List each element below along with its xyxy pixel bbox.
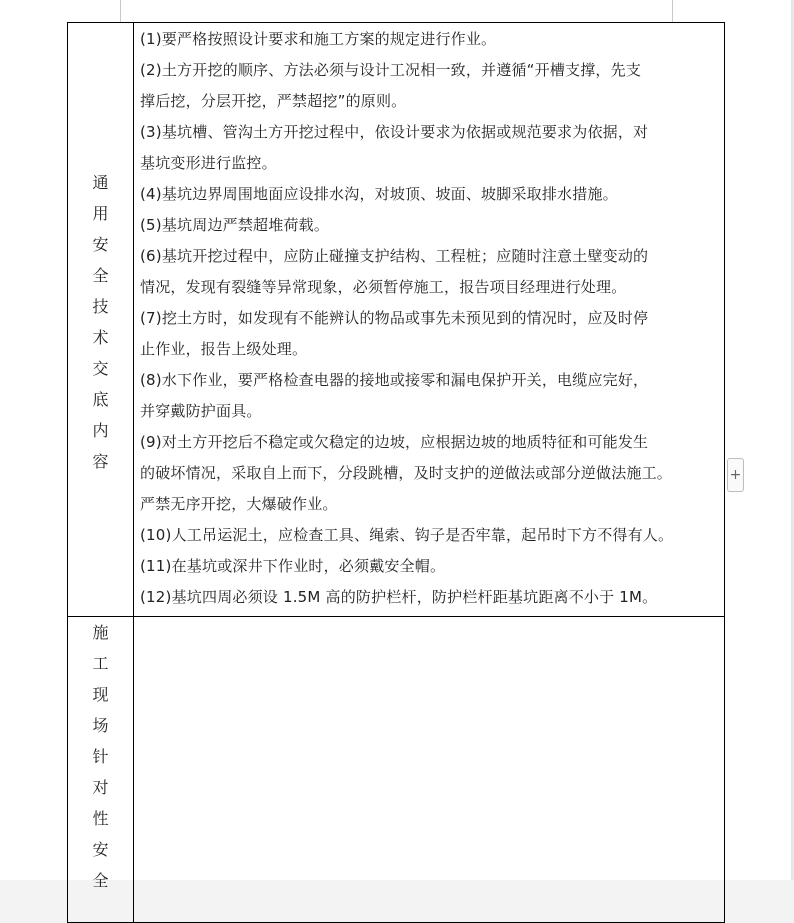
content-line: (5)基坑周边严禁超堆荷载。 [140, 216, 330, 234]
content-line: (7)挖土方时，如发现有不能辨认的物品或事先未预见到的情况时，应及时停 [140, 309, 649, 327]
content-line: 撑后挖，分层开挖，严禁超挖”的原则。 [140, 92, 407, 110]
content-line: (11)在基坑或深井下作业时，必须戴安全帽。 [140, 557, 446, 575]
label-char: 对 [92, 778, 109, 797]
table-row-site-specific [68, 617, 725, 923]
content-line: (4)基坑边界周围地面应设排水沟，对坡顶、坡面、坡脚采取排水措施。 [140, 185, 618, 203]
content-line: 基坑变形进行监控。 [140, 154, 277, 172]
label-char: 底 [92, 390, 109, 409]
label-char: 交 [92, 359, 109, 378]
page-margin-marker-right [672, 0, 673, 22]
label-char: 现 [92, 685, 109, 704]
content-line: (6)基坑开挖过程中，应防止碰撞支护结构、工程桩；应随时注意土壁变动的 [140, 247, 649, 265]
content-line: (10)人工吊运泥土，应检查工具、绳索、钩子是否牢靠，起吊时下方不得有人。 [140, 526, 674, 544]
content-line: (12)基坑四周必须设 1.5M 高的防护栏杆，防护栏杆距基坑距离不小于 1M。 [140, 588, 658, 606]
label-char: 容 [92, 452, 109, 471]
row-label-cell[interactable] [68, 617, 134, 923]
content-cell[interactable] [134, 23, 725, 617]
add-row-button[interactable]: + [727, 458, 744, 492]
general-safety-content [134, 23, 724, 613]
label-char: 场 [92, 716, 109, 735]
content-line: (8)水下作业，要严格检查电器的接地或接零和漏电保护开关，电缆应完好， [140, 371, 649, 389]
label-char: 针 [92, 747, 109, 766]
content-line: 的破坏情况，采取自上而下，分段跳槽，及时支护的逆做法或部分逆做法施工。 [140, 464, 673, 482]
content-line: 并穿戴防护面具。 [140, 402, 262, 420]
content-line: 严禁无序开挖，大爆破作业。 [140, 495, 338, 513]
label-char: 安 [92, 235, 109, 254]
content-cell-empty[interactable] [134, 617, 725, 923]
label-char: 施 [92, 623, 109, 642]
label-char: 用 [92, 204, 109, 223]
content-line: (9)对土方开挖后不稳定或欠稳定的边坡，应根据边坡的地质特征和可能发生 [140, 433, 649, 451]
content-line: 止作业，报告上级处理。 [140, 340, 308, 358]
row-label-site-specific [68, 617, 133, 896]
safety-disclosure-table [67, 22, 725, 923]
label-char: 安 [92, 840, 109, 859]
row-label-general-safety [68, 23, 133, 477]
label-char: 通 [92, 173, 109, 192]
label-char: 内 [92, 421, 109, 440]
label-char: 术 [92, 328, 109, 347]
page-margin-marker-left [120, 0, 121, 22]
label-char: 全 [92, 266, 109, 285]
content-line: 情况，发现有裂缝等异常现象，必须暂停施工，报告项目经理进行处理。 [140, 278, 627, 296]
content-line: (2)土方开挖的顺序、方法必须与设计工况相一致，并遵循“开槽支撑，先支 [140, 61, 642, 79]
content-line: (1)要严格按照设计要求和施工方案的规定进行作业。 [140, 30, 497, 48]
label-char: 性 [92, 809, 109, 828]
table-row-general-safety [68, 23, 725, 617]
content-line: (3)基坑槽、管沟土方开挖过程中，依设计要求为依据或规范要求为依据，对 [140, 123, 649, 141]
label-char: 工 [92, 654, 109, 673]
label-char: 全 [92, 871, 109, 890]
row-label-cell[interactable] [68, 23, 134, 617]
label-char: 技 [92, 297, 109, 316]
